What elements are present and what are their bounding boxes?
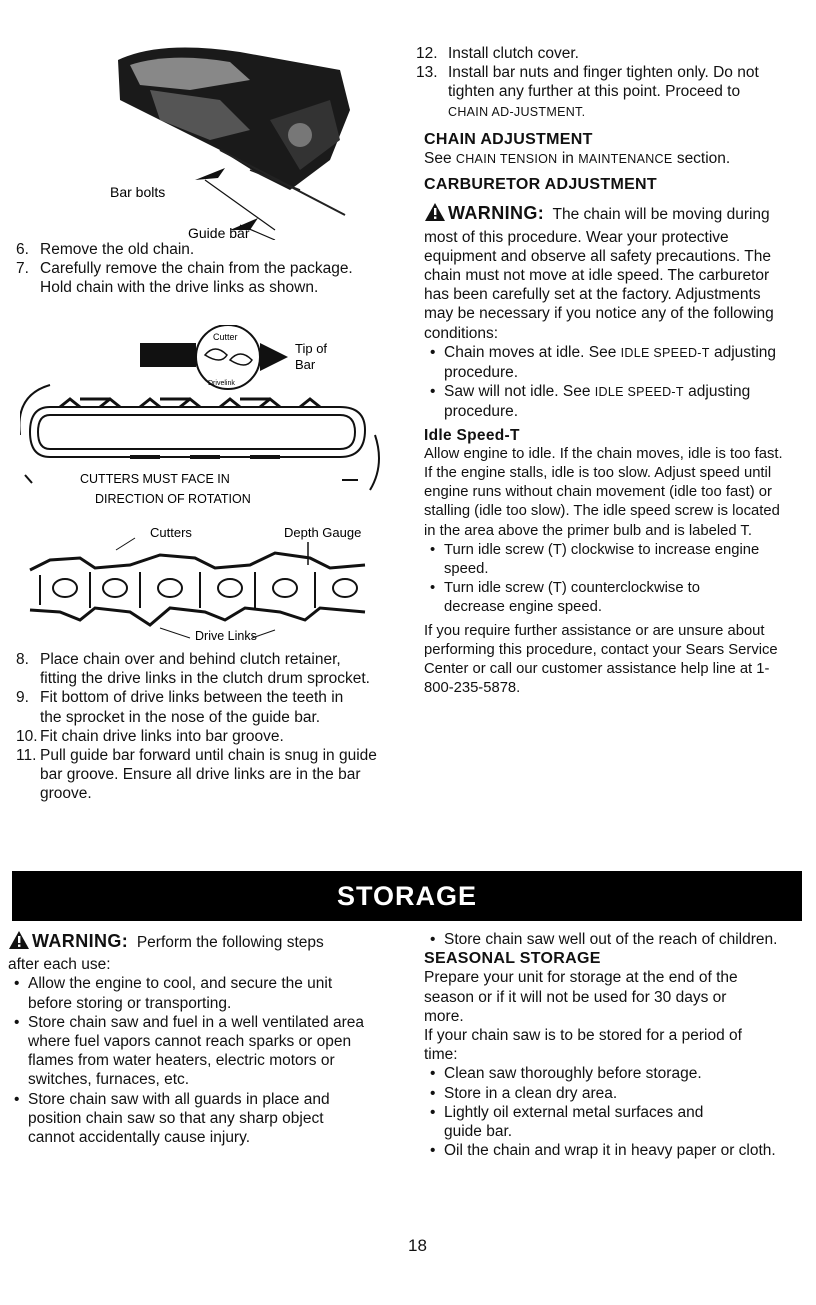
chain-direction-illustration [20, 325, 390, 515]
storage-right-column [408, 930, 808, 1160]
bar-bolts-label: Bar bolts [110, 184, 166, 200]
drivelink-label: Drivelink [208, 380, 235, 387]
tip-of-bar-line2: Bar [295, 357, 316, 372]
chain-adjustment-heading: CHAIN ADJUSTMENT [424, 130, 593, 148]
cutters-face-line1: CUTTERS MUST FACE IN [80, 472, 230, 486]
seasonal-bullet-2: • Store in a clean dry area. [424, 1084, 789, 1103]
saw-bar-bolts-illustration [100, 40, 360, 240]
left-column-top [8, 240, 403, 298]
storage-bullet-1: • Allow the engine to cool, and secure the unit before storing or transporting. [8, 974, 363, 1012]
step-13: 13. Install bar nuts and finger tighten only. Do not tighten any further at this point. Proceed to CHAIN AD-JUSTMENT. [416, 64, 759, 119]
storage-warning: WARNING: Perform the following steps after each use: [8, 931, 324, 974]
storage-warning-icon [8, 930, 30, 955]
seasonal-bullet-4: • Oil the chain and wrap it in heavy paper or cloth. [424, 1141, 789, 1160]
warning-icon [424, 202, 446, 227]
carburetor-bullet-2: • Saw will not idle. See IDLE SPEED-T adjusting procedure. [424, 382, 789, 421]
step-12: 12. Install clutch cover. [416, 45, 579, 62]
storage-bullet-3: • Store chain saw with all guards in place and position chain saw so that any sharp object cannot accidentally cause injury. [8, 1090, 368, 1148]
step-11: 11. Pull guide bar forward until chain is snug in guide bar groove. Ensure all drive links are in the bar groove. [16, 747, 377, 803]
storage-bullet-2: • Store chain saw and fuel in a well ventilated area where fuel vapors cannot reach sparks or open flames from water heaters, electric motors or switches, furnaces, etc. [8, 1013, 398, 1090]
seasonal-storage-heading: SEASONAL STORAGE [424, 950, 601, 968]
storage-bullet-4: • Store chain saw well out of the reach of children. [424, 930, 789, 949]
assistance-text: If you require further assistance or are unsure about performing this procedure, contact your Sears Service Center or call our customer assistance help line at 1-800-235-5878. [424, 622, 778, 697]
drive-links-label: Drive Links [195, 629, 257, 643]
step-9: 9. Fit bottom of drive links between the teeth in the sprocket in the nose of the guide bar. [16, 689, 344, 726]
idle-speed-heading: Idle Speed-T [424, 426, 520, 444]
seasonal-storage-p2: If your chain saw is to be stored for a period of time: [424, 1027, 742, 1064]
tip-of-bar-line1: Tip of [295, 341, 328, 356]
cutters-label: Cutters [150, 525, 192, 540]
idle-bullet-2: • Turn idle screw (T) counterclockwise to decrease engine speed. [424, 579, 764, 617]
step-10: 10. Fit chain drive links into bar groove. [16, 727, 284, 745]
page-number: 18 [408, 1236, 427, 1255]
chain-adjustment-text: See CHAIN TENSION in MAINTENANCE section. [424, 150, 731, 168]
left-column-bottom [8, 650, 403, 804]
carburetor-bullet-1: • Chain moves at idle. See IDLE SPEED-T adjusting procedure. [424, 343, 784, 382]
storage-left-column [8, 930, 403, 1147]
idle-bullet-1: • Turn idle screw (T) clockwise to increase engine speed. [424, 541, 764, 579]
idle-speed-text: Allow engine to idle. If the chain moves, idle is too fast. If the engine stalls, idle is too slow. Adjust speed until engine runs without chain movement (idle too fast) or stalling (idle too slow). The idle speed screw is located in the area above the primer bulb and is labeled T. [424, 445, 783, 539]
seasonal-storage-p1: Prepare your unit for storage at the end of the season or if it will not be used for 30 days or more. [424, 969, 738, 1025]
step-8: 8. Place chain over and behind clutch retainer, fitting the drive links in the clutch drum sprocket. [16, 651, 370, 688]
step-6: 6. Remove the old chain. [16, 241, 195, 258]
seasonal-bullet-3: • Lightly oil external metal surfaces and guide bar. [424, 1103, 744, 1141]
step-7: 7. Carefully remove the chain from the package. Hold chain with the drive links as shown. [16, 260, 353, 297]
storage-title-bar: STORAGE [12, 871, 802, 921]
cutters-face-line2: DIRECTION OF ROTATION [95, 492, 251, 506]
chain-parts-illustration [20, 520, 390, 645]
guide-bar-label: Guide bar [188, 225, 250, 240]
depth-gauge-label: Depth Gauge [284, 525, 362, 540]
carburetor-warning: WARNING: The chain will be moving during most of this procedure. Wear your protective equipment and observe all safety precautions. The chain must not move at idle speed. The carburetor has been carefully set at the factory. Adjustments may be necessary if you notice any of the following conditions: [424, 203, 774, 342]
right-column-top [408, 44, 808, 699]
cutter-label: Cutter [213, 332, 238, 342]
carburetor-heading: CARBURETOR ADJUSTMENT [424, 176, 657, 194]
seasonal-bullet-1: • Clean saw thoroughly before storage. [424, 1064, 804, 1083]
